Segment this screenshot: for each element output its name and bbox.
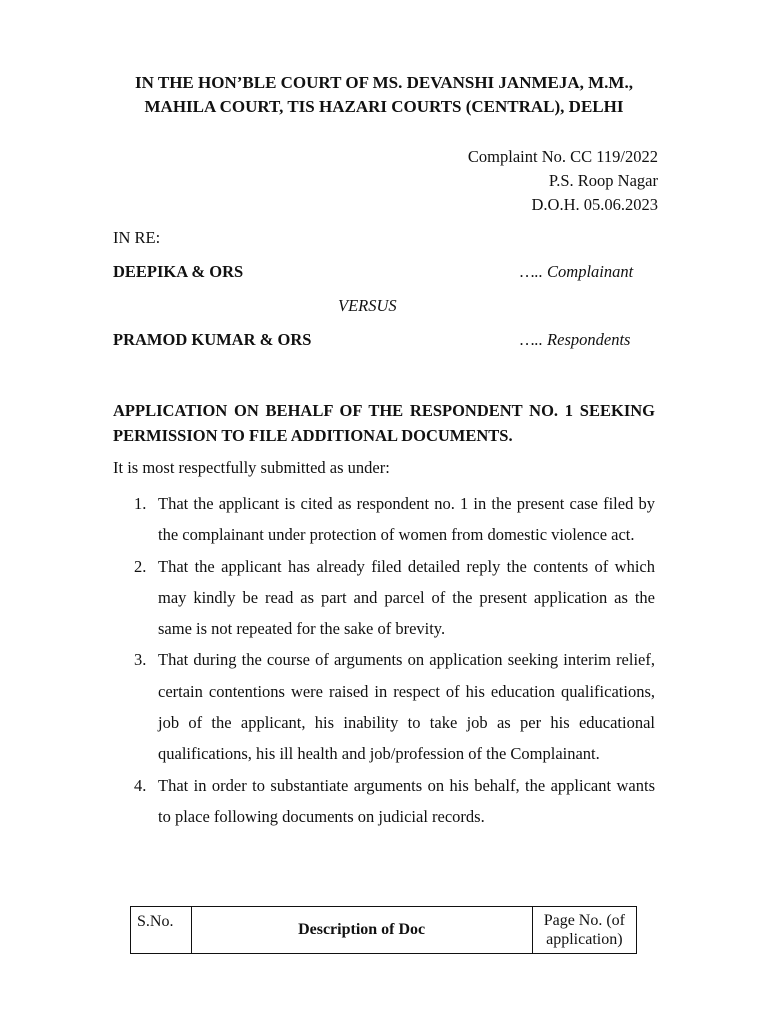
list-item <box>113 644 655 769</box>
column-header-description: Description of Doc <box>191 907 532 954</box>
police-station: P.S. Roop Nagar <box>548 171 658 190</box>
case-info-block <box>468 145 658 217</box>
submission-list <box>113 488 655 832</box>
list-item-number: 2. <box>134 556 147 576</box>
list-item <box>113 770 655 833</box>
complainant-role: ….. Complainant <box>520 262 634 281</box>
court-heading-line2: MAHILA COURT, TIS HAZARI COURTS (CENTRAL), DELHI <box>144 97 624 116</box>
list-item <box>113 488 655 551</box>
list-item-text: That in order to substantiate arguments on his behalf, the applicant wants to place following documents on judicial records. <box>158 775 655 826</box>
versus-label: VERSUS <box>338 296 397 315</box>
respondent-role: ….. Respondents <box>520 330 631 349</box>
list-item-text: That during the course of arguments on application seeking interim relief, certain contentions were raised in respect of his education qualifications, job of the applicant, his inability to take job as per his educational qualifications, his ill health and job/profession of the Complainant. <box>158 650 655 764</box>
column-header-sno: S.No. <box>131 907 192 954</box>
list-item-text: That the applicant has already filed detailed reply the contents of which may kindly be read as part and parcel of the present application as the same is not repeated for the sake of brevity. <box>158 556 655 639</box>
complaint-number: Complaint No. CC 119/2022 <box>467 147 658 166</box>
date-of-hearing: D.O.H. 05.06.2023 <box>531 195 658 214</box>
column-header-page-no: Page No. (of application) <box>532 907 636 954</box>
documents-table <box>130 906 637 954</box>
respondent-name: PRAMOD KUMAR & ORS <box>113 330 312 349</box>
complainant-name: DEEPIKA & ORS <box>113 262 244 281</box>
table-header-row <box>131 907 637 954</box>
list-item-number: 1. <box>134 494 147 513</box>
list-item-number: 3. <box>134 650 147 670</box>
list-item <box>113 551 655 645</box>
in-re-label: IN RE: <box>113 228 161 247</box>
list-item-number: 4. <box>134 775 147 795</box>
list-item-text: That the applicant is cited as respondent no. 1 in the present case filed by the complainant under protection of women from domestic violence act. <box>158 494 655 545</box>
application-intro: It is most respectfully submitted as under: <box>113 458 390 477</box>
application-title: APPLICATION ON BEHALF OF THE RESPONDENT NO. 1 SEEKING PERMISSION TO FILE ADDITIONAL DOCUMENTS. <box>113 401 655 445</box>
court-heading-line1: IN THE HON’BLE COURT OF MS. DEVANSHI JANMEJA, M.M., <box>135 73 633 92</box>
